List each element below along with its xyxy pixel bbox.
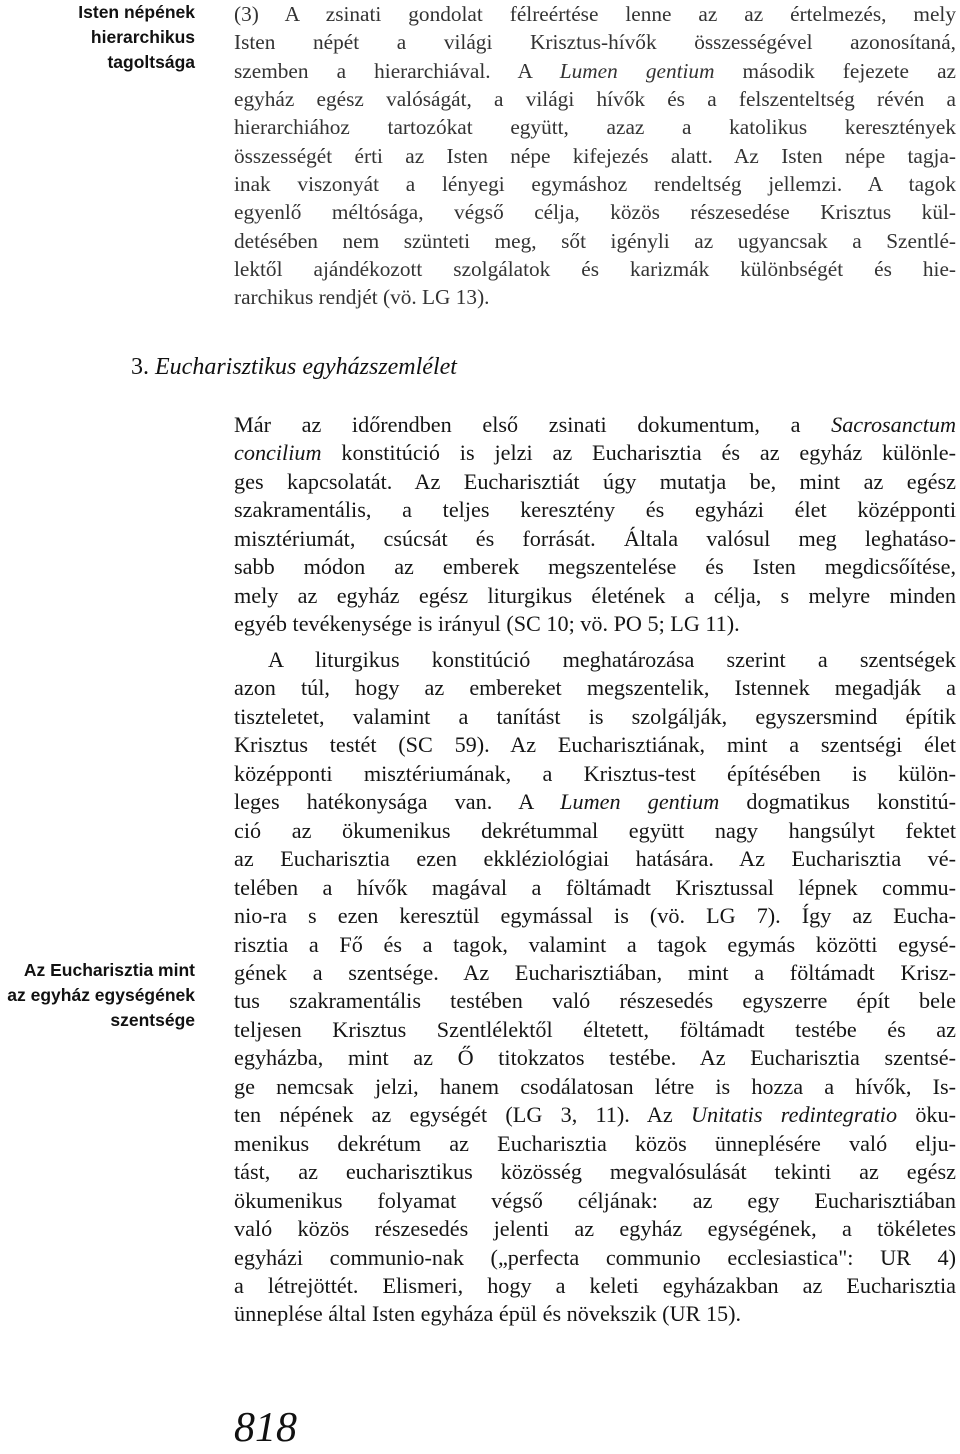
text-line: detésében nem szünteti meg, sőt igényli az ugyancsak a Szentlé- <box>234 228 956 253</box>
text-line: ges kapcsolatát. Az Eucharisztiát úgy mutatja be, mint az egész <box>234 468 956 494</box>
text-line: nio-ra s ezen keresztül egymással is (vö. LG 7). Így az Eucha- <box>234 903 956 929</box>
text-line: ge nemcsak jelzi, hanem csodálatosan létre is hozza a hívők, Is- <box>234 1073 956 1099</box>
text-line: tus szakramentális testében való részesedés egyszerre épít bele <box>234 988 956 1014</box>
margin-note-hierarchy <box>0 0 195 75</box>
text-line: teljesen Krisztus Szentlélektől éltetett, föltámadt testébe és az <box>234 1016 956 1042</box>
text-line: rarchikus rendjét (vö. LG 13). <box>234 285 490 310</box>
paragraph-eucharist-unity <box>234 646 956 1329</box>
text-line: ünneplése által Isten egyháza épül és növekszik (UR 15). <box>234 1301 742 1327</box>
text-line: azon túl, hogy az embereket megszentelik, Istennek megadják a <box>234 675 956 701</box>
text-line: szemben a hierarchiával. A Lumen gentium második fejezete az <box>234 58 956 83</box>
italic-title: Unitatis redintegratio <box>691 1102 898 1128</box>
text-line: Krisztus testét (SC 59). Az Eucharisztiának, mint a szentségi élet <box>234 732 956 758</box>
text-line: hierarchiához tartozókat együtt, azaz a katolikus keresztények <box>234 115 956 140</box>
margin-note-eucharist <box>0 958 195 1033</box>
margin-note-line: szentsége <box>110 1010 195 1030</box>
italic-title: Lumen gentium <box>559 58 715 83</box>
text-line: ökumenikus folyamat végső céljának: az egy Eucharisztiában <box>234 1187 956 1213</box>
text-line: az Eucharisztia ezen ekkléziológiai hatására. Az Eucharisztia vé- <box>234 846 956 872</box>
text-line: egyéb tevékenysége is irányul (SC 10; vö. PO 5; LG 11). <box>234 611 740 637</box>
text-line: A liturgikus konstitúció meghatározása szerint a szentségek <box>268 647 956 672</box>
text-line: mely az egyház egész liturgikus életének a célja, s melyre minden <box>234 582 956 608</box>
text-line: a létrejöttét. Elismeri, hogy a keleti egyházakban az Eucharisztia <box>234 1272 956 1298</box>
margin-note-line: Isten népének <box>78 2 195 22</box>
text-line: lektől ajándékozott szolgálatok és karizmák különbségét és hie- <box>234 257 956 282</box>
text-line: leges hatékonysága van. A Lumen gentium dogmatikus konstitú- <box>234 789 956 815</box>
text-line: ció az ökumenikus dekrétummal együtt nagy hangsúlyt fektet <box>234 817 956 843</box>
text-line: tást, az eucharisztikus közösség megvalósulását tekinti az egész <box>234 1159 956 1185</box>
margin-note-line: tagoltsága <box>107 52 195 72</box>
text-line: Isten népét a világi Krisztus-hívők összességével azonosítaná, <box>234 30 956 55</box>
text-line: való közös részesedés jelenti az egyház egységének, a tökéletes <box>234 1216 956 1242</box>
text-line: telében a hívők magával a föltámadt Krisztussal lépnek commu- <box>234 874 956 900</box>
text-line: concilium konstitúció is jelzi az Eucharisztia és az egyház különle- <box>234 440 956 466</box>
text-line: risztia a Fő és a tagok, valamint a tagok egymás közötti egysé- <box>234 931 956 957</box>
text-line: Már az időrendben első zsinati dokumentum, a Sacrosanctum <box>234 412 956 437</box>
text-line: ten népének az egységét (LG 3, 11). Az Unitatis redintegratio öku- <box>234 1102 956 1128</box>
paragraph-eucharist-intro <box>234 411 956 639</box>
text-line: középponti misztériumának, a Krisztus-test építésében is külön- <box>234 760 956 786</box>
text-line: egyház egész valóságát, a világi hívők és a felszenteltség révén a <box>234 87 956 112</box>
text-line: tiszteletet, valamint a tanítást is szolgálják, egyszersmind építik <box>234 703 956 729</box>
text-line: inak viszonyát a lényegi egymáshoz rendeltség jellemzi. A tagok <box>234 172 956 197</box>
page-number: 818 <box>234 1405 297 1451</box>
text-line: szakramentális, a teljes keresztény és egyházi élet középponti <box>234 497 956 523</box>
section-heading <box>131 352 457 382</box>
section-title: Eucharisztikus egyházszemlélet <box>155 354 457 380</box>
margin-note-line: hierarchikus <box>90 27 195 47</box>
paragraph-hierarchy <box>234 0 956 312</box>
text-line: (3) A zsinati gondolat félreértése lenne az az értelmezés, mely <box>234 2 956 26</box>
text-line: egyházba, mint az Ő titokzatos testébe. Az Eucharisztia szentsé- <box>234 1045 956 1071</box>
text-line: összességét érti az Isten népe kifejezés alatt. Az Isten népe tagja- <box>234 143 956 168</box>
margin-note-line: Az Eucharisztia mint <box>23 960 195 980</box>
text-line: egyházi communio-nak („perfecta communio ecclesiastica": UR 4) <box>234 1244 956 1270</box>
text-line: menikus dekrétum az Eucharisztia közös ünneplésére való elju- <box>234 1130 956 1156</box>
section-number: 3. <box>131 354 149 380</box>
italic-title: Sacrosanctum <box>831 412 956 437</box>
text-line: egyenlő méltósága, végső célja, közös részesedése Krisztus kül- <box>234 200 956 225</box>
italic-title: concilium <box>234 440 322 466</box>
text-line: gének a szentsége. Az Eucharisztiában, mint a föltámadt Krisz- <box>234 959 956 985</box>
italic-title: Lumen gentium <box>560 789 720 815</box>
text-line: sabb módon az emberek megszentelése és Isten megdicsőítése, <box>234 554 956 580</box>
text-line: misztériumát, csúcsát és forrását. Általa valósul meg leghatáso- <box>234 525 956 551</box>
margin-note-line: az egyház egységének <box>7 985 195 1005</box>
